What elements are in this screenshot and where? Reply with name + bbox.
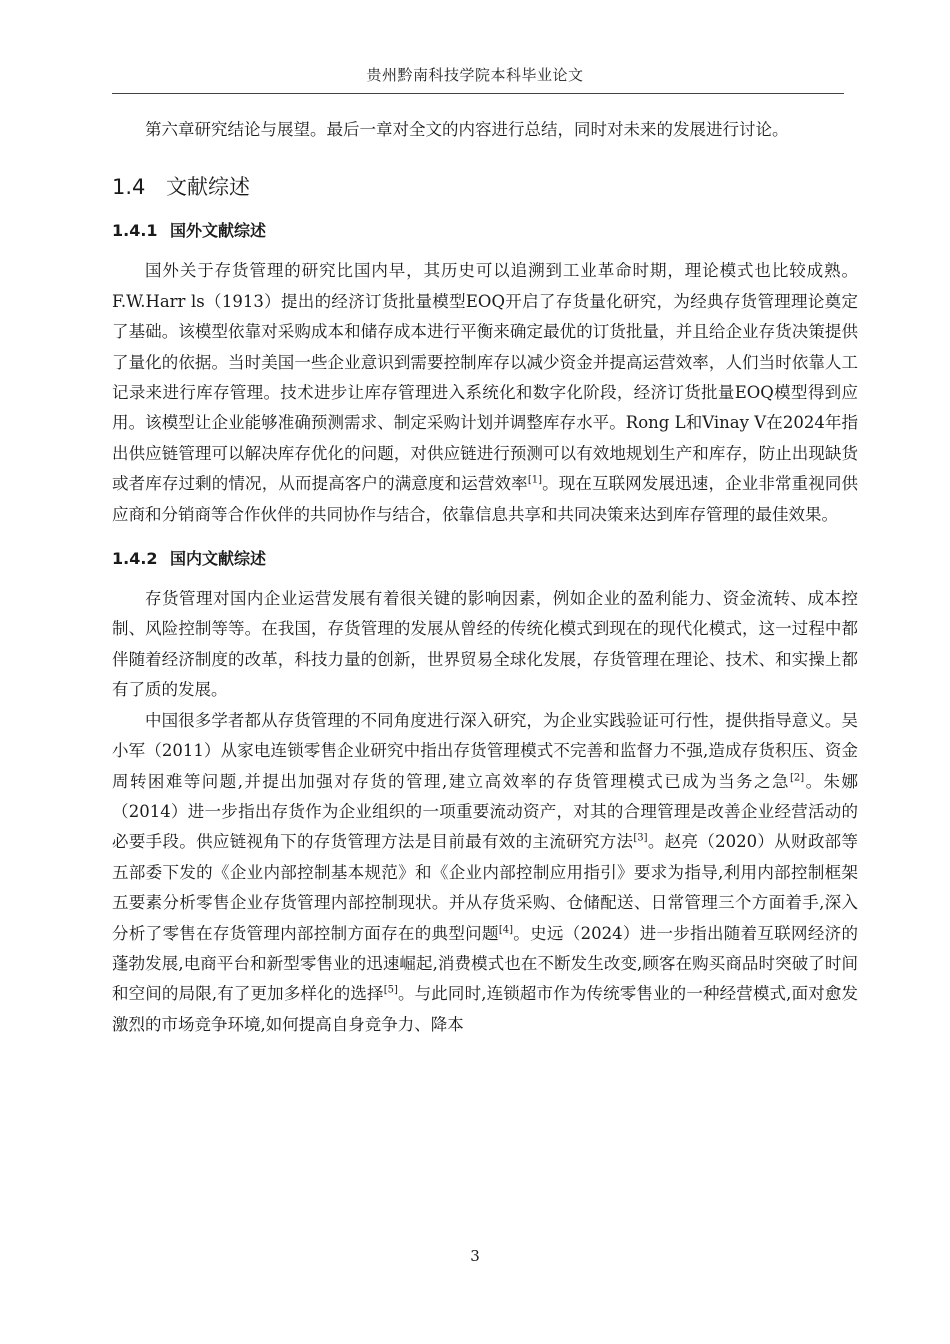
paragraph-chapter-six: 第六章研究结论与展望。最后一章对全文的内容进行总结，同时对未来的发展进行讨论。 xyxy=(145,120,789,139)
section-heading-literature-review xyxy=(112,172,858,202)
subsection-title: 国内文献综述 xyxy=(170,549,267,569)
paragraph-domestic-intro: 存货管理对国内企业运营发展有着很关键的影响因素，例如企业的盈利能力、资金流转、成本控制、风险控制等等。在我国，存货管理的发展从曾经的传统化模式到现在的现代化模式，这一过程中都伴随着经济制度的改革，科技力量的创新，世界贸易全球化发展，存货管理在理论、技术、和实操上都有了质的发展。 xyxy=(112,589,858,700)
subsection-number: 1.4.1 xyxy=(112,221,158,241)
citation-2: [2] xyxy=(789,772,805,783)
citation-4: [4] xyxy=(498,924,513,936)
text-run: 。与此同时,连锁超市作为传统零售业的一种经营模式,面对愈发激烈的市场竞争环境,如何提高自身竞争力、降本 xyxy=(112,984,858,1034)
text-run: 。史远（2024）进一步指出随着互联网经济的蓬勃发展,电商平台和新型零售业的迅速崛起,消费模式也在不断发生改变,顾客在购买商品时突破了时间和空间的局限,有了更加多样化的选择 xyxy=(112,923,859,1004)
page-body xyxy=(112,115,858,1040)
paragraph-foreign-review xyxy=(112,256,858,530)
subsection-title: 国外文献综述 xyxy=(170,221,267,241)
paragraph-domestic-scholars xyxy=(112,706,858,1040)
section-title: 文献综述 xyxy=(166,175,250,200)
citation-3: [3] xyxy=(633,832,648,844)
header-rule xyxy=(112,93,844,94)
page-number: 3 xyxy=(470,1247,480,1265)
section-number: 1.4 xyxy=(112,175,146,200)
text-run: 。赵亮（2020）从财政部等五部委下发的《企业内部控制基本规范》和《企业内部控制应用指引》要求为指导,利用内部控制框架五要素分析零售企业存货管理内部控制现状。并从存货采购、仓储配送、日常管理三个方面着手,深入分析了零售在存货管理内部控制方面存在的典型问题 xyxy=(112,832,858,943)
citation-5: [5] xyxy=(383,984,398,996)
running-header: 贵州黔南科技学院本科毕业论文 xyxy=(366,66,584,84)
citation-1: [1] xyxy=(527,474,542,486)
text-run: 。现在互联网发展迅速，企业非常重视同供应商和分销商等合作伙伴的共同协作与结合，依靠信息共享和共同决策来达到库存管理的最佳效果。 xyxy=(112,474,859,524)
subsection-heading-foreign xyxy=(112,218,858,244)
text-run: 。朱娜（2014）进一步指出存货作为企业组织的一项重要流动资产，对其的合理管理是改善企业经营活动的必要手段。供应链视角下的存货管理方法是目前最有效的主流研究方法 xyxy=(112,771,858,852)
subsection-number: 1.4.2 xyxy=(112,549,158,569)
text-run: 国外关于存货管理的研究比国内早，其历史可以追溯到工业革命时期，理论模式也比较成熟。F.W.Harr ls（1913）提出的经济订货批量模型EOQ开启了存货量化研究，为经典存货管理理论奠定了基础。该模型依靠对采购成本和储存成本进行平衡来确定最优的订货批量，并且给企业存货决策提供了量化的依据。当时美国一些企业意识到需要控制库存以减少资金并提高运营效率，人们当时依靠人工记录来进行库存管理。技术进步让库存管理进入系统化和数字化阶段，经济订货批量EOQ模型得到应用。该模型让企业能够准确预测需求、制定采购计划并调整库存水平。Rong L和Vinay V在2024年指出供应链管理可以解决库存优化的问题，对供应链进行预测可以有效地规划生产和库存，防止出现缺货或者库存过剩的情况，从而提高客户的满意度和运营效率 xyxy=(112,261,858,494)
text-run: 中国很多学者都从存货管理的不同角度进行深入研究，为企业实践验证可行性，提供指导意义。吴小军（2011）从家电连锁零售企业研究中指出存货管理模式不完善和监督力不强,造成存货积压、资金周转困难等问题,并提出加强对存货的管理,建立高效率的存货管理模式已成为当务之急 xyxy=(112,710,858,791)
subsection-heading-domestic xyxy=(112,546,858,572)
